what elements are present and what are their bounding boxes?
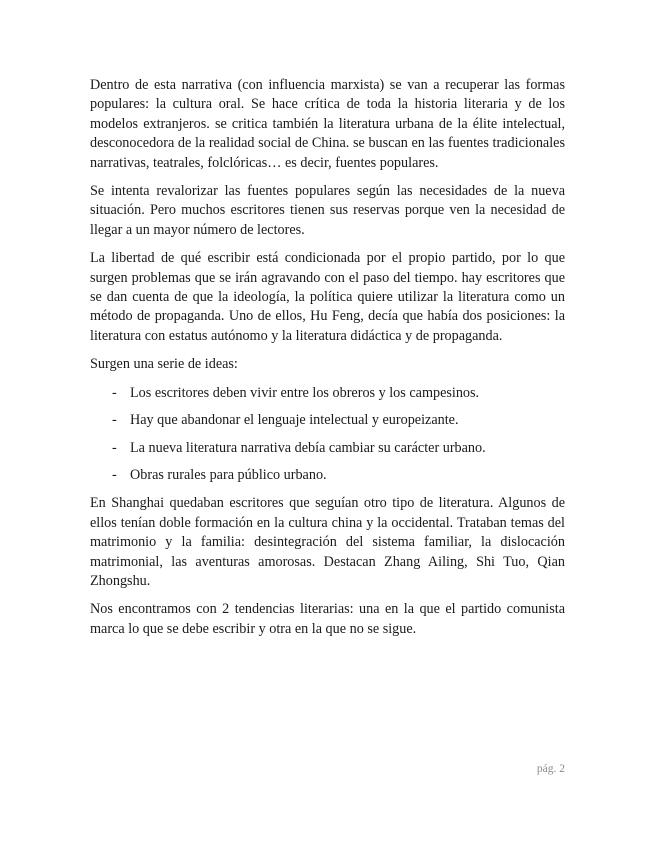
paragraph-libertad-escribir: La libertad de qué escribir está condicionada por el propio partido, por lo que surgen problemas que se irán agravando con el paso del tiempo. hay escritores que se dan cuenta de que la ideología, la política quiere utilizar la literatura como un método de propaganda. Uno de ellos, Hu Feng, decía que había dos posiciones: la literatura con estatus autónomo y la literatura didáctica y de propaganda. — [90, 250, 565, 344]
list-item-text: La nueva literatura narrativa debía cambiar su carácter urbano. — [130, 439, 486, 456]
page-number: pág. 2 — [536, 763, 565, 775]
paragraph-narrativa-marxista: Dentro de esta narrativa (con influencia marxista) se van a recuperar las formas populares: la cultura oral. Se hace crítica de toda la historia literaria y de los modelos extranjeros. se critica también la literatura urbana de la élite intelectual, desconocedora de la realidad social de China. se buscan en las fuentes tradicionales narrativas, teatrales, folclóricas… es decir, fuentes populares. — [90, 77, 565, 171]
dash-bullet: - — [112, 412, 117, 429]
list-item — [90, 384, 565, 403]
dash-bullet: - — [112, 466, 117, 483]
list-item-text: Hay que abandonar el lenguaje intelectual y europeizante. — [130, 412, 459, 429]
list-item-text: Obras rurales para público urbano. — [130, 466, 327, 483]
paragraph-tendencias: Nos encontramos con 2 tendencias literarias: una en la que el partido comunista marca lo que se debe escribir y otra en la que no se sigue. — [90, 601, 565, 637]
dash-bullet: - — [112, 384, 117, 401]
list-item — [90, 439, 565, 458]
list-item — [90, 411, 565, 430]
document-body — [90, 76, 565, 648]
list-item-text: Los escritores deben vivir entre los obreros y los campesinos. — [130, 384, 480, 401]
paragraph-serie-ideas: Surgen una serie de ideas: — [90, 356, 238, 373]
paragraph-fuentes-populares: Se intenta revalorizar las fuentes populares según las necesidades de la nueva situación. Pero muchos escritores tienen sus reservas porque ven la necesidad de llegar a un mayor número de lectores. — [90, 183, 565, 238]
list-item — [90, 466, 565, 485]
paragraph-shanghai: En Shanghai quedaban escritores que seguían otro tipo de literatura. Algunos de ellos tenían doble formación en la cultura china y la occidental. Trataban temas del matrimonio y la familia: desintegración del sistema familiar, la dislocación matrimonial, las aventuras amorosas. Destacan Zhang Ailing, Shi Tuo, Qian Zhongshu. — [90, 495, 565, 589]
ideas-list — [90, 384, 565, 486]
dash-bullet: - — [112, 439, 117, 456]
